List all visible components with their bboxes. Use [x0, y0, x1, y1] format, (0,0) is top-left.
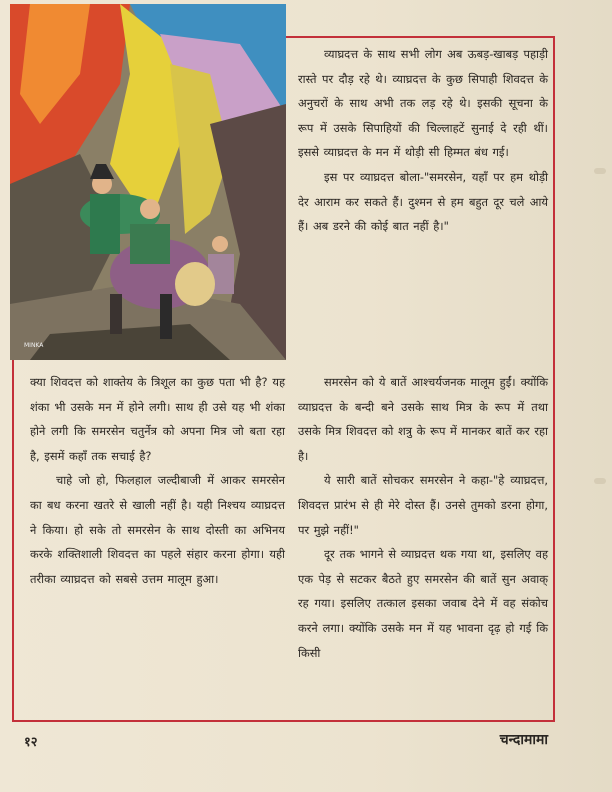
- paragraph: व्याघ्रदत्त के साथ सभी लोग अब ऊबड़-खाबड़ पहाड़ी रास्ते पर दौड़ रहे थे। व्याघ्रदत्त के कुछ सिपाही शिवदत्त के अनुचरों के साथ अभी तक लड़ रहे थे। इसकी सूचना के रूप में उसके सिपाहियों की चिल्लाहटें सुनाई दे रही थीं। इससे व्याघ्रदत्त के मन में थोड़ी सी हिम्मत बंध गई।: [298, 47, 548, 160]
- paragraph: चाहे जो हो, फिलहाल जल्दीबाजी में आकर समरसेन का बध करना खतरे से खाली नहीं है। यही निश्चय व्याघ्रदत्त ने किया। हो सके तो समरसेन के साथ दोस्ती का अभिनय करके शक्तिशाली शिवदत्त का पहले संहार करना होगा। यही तरीका व्याघ्रदत्त को सबसे उत्तम मालूम हुआ।: [30, 473, 285, 586]
- page-number: १२: [24, 735, 38, 750]
- left-column: [30, 370, 285, 591]
- paragraph: ये सारी बातें सोचकर समरसेन ने कहा-"हे व्याघ्रदत्त, शिवदत्त प्रारंभ से ही मेरे दोस्त हैं। उनसे तुमको डरना होगा, पर मुझे नहीं!": [298, 473, 548, 537]
- story-illustration: [10, 4, 286, 360]
- right-column-top: [298, 42, 548, 239]
- paragraph: दूर तक भागने से व्याघ्रदत्त थक गया था, इसलिए वह एक पेड़ से सटकर बैठते हुए समरसेन की बातें सुन अवाक् रह गया। इसलिए तत्काल इसका जवाब देने में वह संकोच करने लगा। क्योंकि उसके मन में यह भावना दृढ़ हो गई कि किसी: [298, 547, 548, 660]
- paragraph: क्या शिवदत्त को शाक्तेय के त्रिशूल का कुछ पता भी है? यह शंका भी उसके मन में होने लगी। साथ ही उसे यह भी शंका होने लगी कि समरसेन चतुर्नेत्र को अपना मित्र जो बता रहा है, इसमें कहाँ तक सचाई है?: [30, 375, 285, 463]
- paragraph: इस पर व्याघ्रदत्त बोला-"समरसेन, यहाँ पर हम थोड़ी देर आराम कर सकते हैं। दुश्मन से हम बहुत दूर चले आये हैं। अब डरने की कोई बात नहीं है।": [298, 169, 548, 234]
- magazine-title: चन्दामामा: [499, 732, 548, 748]
- illustration-art: [10, 4, 286, 360]
- binding-hole: [594, 168, 606, 174]
- right-column-bottom: [298, 370, 548, 665]
- binding-hole: [594, 478, 606, 484]
- illustrator-signature: MINKA: [24, 342, 44, 349]
- paragraph: समरसेन को ये बातें आश्चर्यजनक मालूम हुईं। क्योंकि व्याघ्रदत्त के बन्दी बने उसके साथ मित्र के रूप में तथा उसके मित्र शिवदत्त को शत्रु के रूप में मानकर बातें कर रहा है।: [298, 375, 548, 463]
